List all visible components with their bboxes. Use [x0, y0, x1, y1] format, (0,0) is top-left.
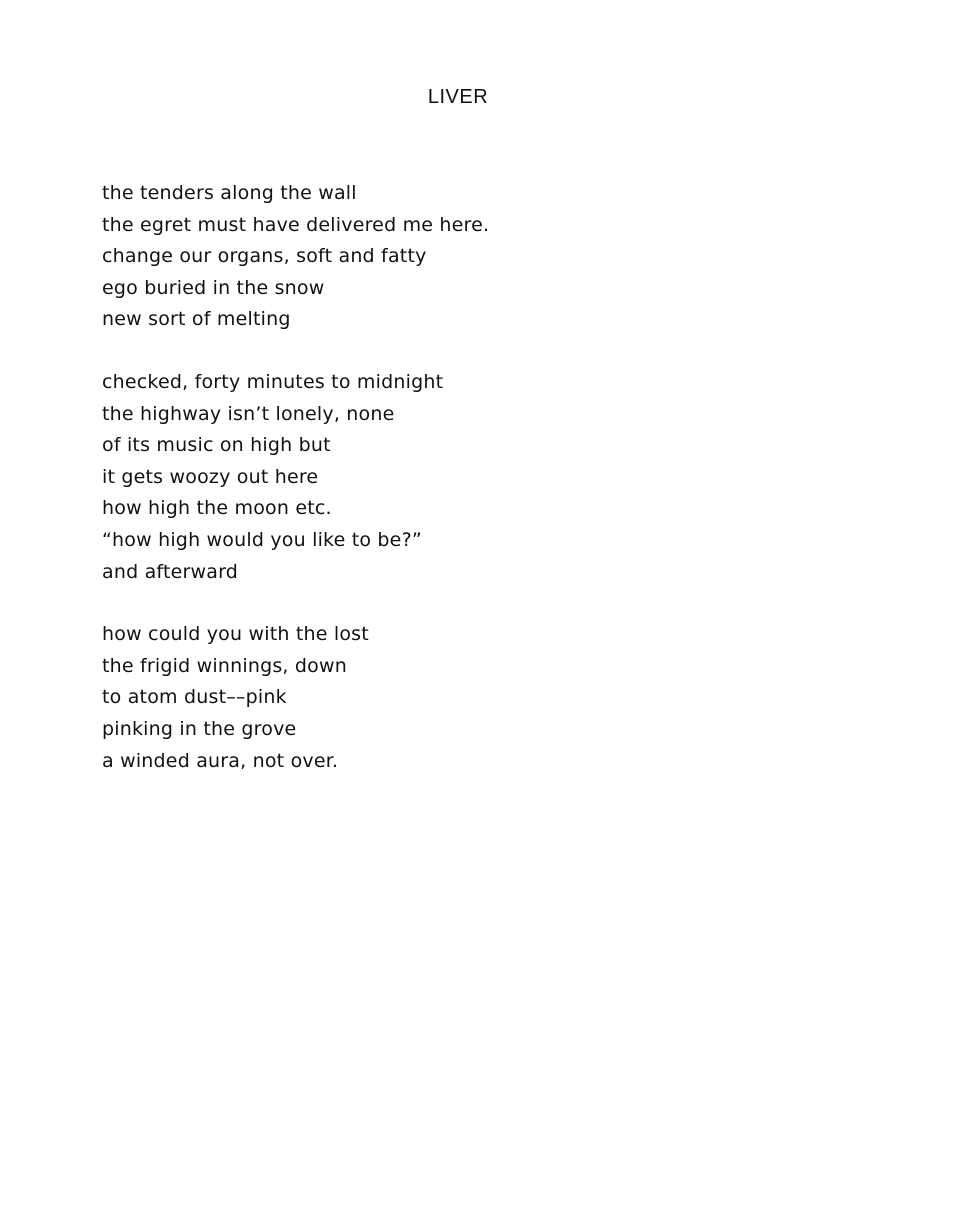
stanza-3	[102, 619, 902, 777]
stanza-2	[102, 367, 902, 588]
poem-line: a winded aura, not over.	[102, 749, 339, 772]
poem-line: the highway isn’t lonely, none	[102, 402, 395, 425]
poem-line: and afterward	[102, 560, 239, 583]
poem-line: the egret must have delivered me here.	[102, 213, 490, 236]
poem-line: it gets woozy out here	[102, 465, 319, 488]
poem-line: new sort of melting	[102, 308, 291, 331]
poem-line: “how high would you like to be?”	[102, 528, 422, 551]
poem-line: of its music on high but	[102, 434, 331, 457]
poem-line: how could you with the lost	[102, 623, 369, 646]
poem-line: pinking in the grove	[102, 717, 297, 740]
poem-line: change our organs, soft and fatty	[102, 245, 427, 268]
poem-line: the frigid winnings, down	[102, 654, 347, 677]
stanza-1	[102, 178, 902, 336]
poem-line: the tenders along the wall	[102, 182, 357, 204]
poem-title: LIVER	[427, 86, 489, 108]
poem-body	[102, 178, 902, 808]
poem-line: how high the moon etc.	[102, 497, 332, 520]
poem-line: to atom dust––pink	[102, 686, 287, 709]
poem-line: checked, forty minutes to midnight	[102, 370, 444, 393]
poem-line: ego buried in the snow	[102, 276, 325, 299]
